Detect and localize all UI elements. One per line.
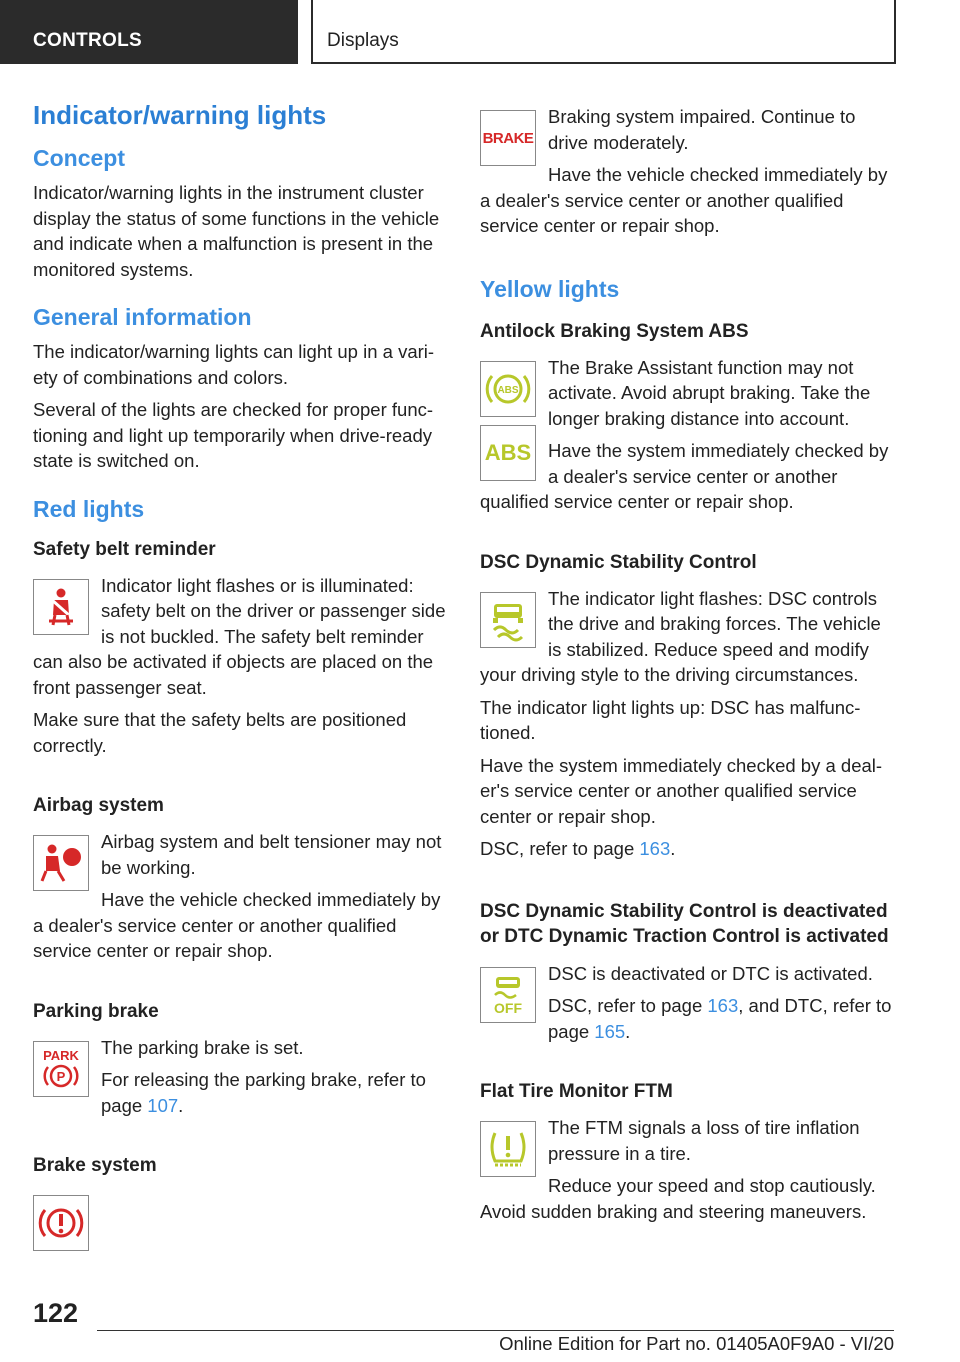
- svg-text:ABS: ABS: [497, 384, 519, 396]
- dsc-text-3: Have the system immediately checked by a dealer's service center or another qualified service center or repair shop.: [480, 754, 883, 827]
- seatbelt-warning-icon: [33, 579, 89, 635]
- brake-system-icon-entry: [33, 1189, 448, 1257]
- parking-brake-title: Parking brake: [33, 1000, 159, 1022]
- dsc-text-4: DSC, refer to page 163.: [480, 838, 676, 859]
- abs-icon-label: ABS: [484, 439, 532, 465]
- concept-text: Indicator/warning lights in the instrument cluster display the status of some functions in the vehicle and indicate when a malfunction is present in the monitored systems.: [33, 182, 440, 280]
- abs-circle-icon: [480, 361, 536, 417]
- header-section-tab: [0, 0, 298, 64]
- seatbelt-text-1: Indicator light flashes or is illuminated: safety belt on the driver or passenger side is not buckled. The safety belt reminder can also be activated if objects are placed on the front passenger seat.: [33, 574, 446, 698]
- concept-section: [33, 145, 448, 282]
- page-163-link-2[interactable]: 163: [707, 995, 739, 1016]
- airbag-text-2: Have the vehicle checked immediately by a dealer's service center or another qualified service center or repair shop.: [33, 889, 441, 961]
- airbag-warning-icon: [33, 835, 89, 891]
- airbag-entry: [33, 829, 448, 971]
- abs-entry: [480, 355, 895, 522]
- brake-system-entry: [480, 104, 895, 246]
- parking-brake-text-2: For releasing the parking brake, refer to page 107.: [101, 1069, 426, 1116]
- page-title: Indicator/warning lights: [33, 100, 327, 130]
- dsc-off-title: DSC Dynamic Stability Control is deactivated or DTC Dynamic Traction Control is activated: [480, 900, 889, 947]
- ftm-text-1: The FTM signals a loss of tire inflation pressure in a tire.: [548, 1117, 860, 1164]
- tire-pressure-icon: [480, 1121, 536, 1177]
- left-column: [33, 100, 448, 1257]
- dsc-off-icon: [480, 967, 536, 1023]
- brake-text-icon: [480, 110, 536, 166]
- airbag-title: Airbag system: [33, 795, 164, 816]
- park-brake-icon: [33, 1041, 89, 1097]
- page-107-link[interactable]: 107: [147, 1094, 179, 1116]
- footer-edition: Online Edition for Part no. 01405A0F9A0 - VI/20: [499, 1333, 894, 1354]
- airbag-text-1: Airbag system and belt tensioner may not be working.: [101, 831, 442, 878]
- seatbelt-title: Safety belt reminder: [33, 538, 216, 560]
- dsc-off-entry: [480, 961, 895, 1052]
- brake-exclamation-icon: [33, 1195, 89, 1251]
- ftm-text-2: Reduce your speed and stop cautiously. Avoid sudden braking and steering maneuvers.: [480, 1175, 876, 1222]
- dsc-skid-icon: [480, 592, 536, 648]
- seatbelt-text-2: Make sure that the safety belts are positioned correctly.: [33, 709, 407, 756]
- park-icon-label: PARK: [43, 1047, 79, 1063]
- abs-text-2: Have the system immediately checked by a dealer's service center or another qualified service center or repair shop.: [480, 440, 889, 512]
- dsc-text-2: The indicator light lights up: DSC has malfunctioned.: [480, 696, 861, 743]
- page-number: 122: [33, 1298, 79, 1328]
- brake-system-text-1: Braking system impaired. Continue to drive moderately.: [548, 106, 856, 153]
- header-chapter-label: Displays: [327, 30, 399, 51]
- abs-icon-stack: [480, 355, 536, 489]
- ftm-title: Flat Tire Monitor FTM: [480, 1081, 673, 1102]
- brake-system-text-2: Have the vehicle checked immediately by a dealer's service center or another qualified service center or repair shop.: [480, 164, 888, 236]
- footer-divider: [97, 1330, 894, 1331]
- parking-brake-entry: [33, 1035, 448, 1126]
- concept-heading: Concept: [33, 145, 125, 171]
- abs-text-1: The Brake Assistant function may not activate. Avoid abrupt braking. Take the longer braking distance into account.: [548, 356, 871, 429]
- yellow-lights-heading: Yellow lights: [480, 275, 620, 302]
- seatbelt-entry: [33, 573, 448, 766]
- page-163-link[interactable]: 163: [639, 838, 671, 859]
- header-section-label: CONTROLS: [33, 30, 143, 51]
- general-section: [33, 304, 448, 474]
- dsc-off-text-2: DSC, refer to page 163, and DTC, refer to page 165.: [548, 995, 892, 1042]
- general-text-1: The indicator/warning lights can light up in a variety of combinations and colors.: [33, 341, 435, 388]
- abs-title: Antilock Braking System ABS: [480, 320, 749, 342]
- ftm-entry: [480, 1115, 895, 1231]
- general-text-2: Several of the lights are checked for proper functioning and light up temporarily when drive-ready state is switched on.: [33, 399, 434, 471]
- right-column: [480, 104, 895, 1231]
- svg-text:P: P: [56, 1068, 66, 1084]
- red-lights-heading: Red lights: [33, 495, 145, 522]
- page-165-link[interactable]: 165: [594, 1020, 626, 1042]
- abs-text-icon: [480, 425, 536, 481]
- dsc-title: DSC Dynamic Stability Control: [480, 551, 757, 573]
- header-chapter-tab: [311, 0, 896, 64]
- general-heading: General information: [33, 304, 252, 330]
- dsc-text-1: The indicator light flashes: DSC controls the drive and braking forces. The vehicle is stabilized. Reduce speed and modify your driving style to the driving circumstances.: [480, 587, 881, 685]
- dsc-off-text-1: DSC is deactivated or DTC is activated.: [548, 962, 873, 984]
- brake-icon-label: BRAKE: [482, 129, 534, 147]
- dsc-entry: [480, 586, 895, 869]
- brake-system-title: Brake system: [33, 1155, 157, 1176]
- parking-brake-text-1: The parking brake is set.: [101, 1036, 304, 1058]
- dsc-off-icon-label: OFF: [494, 999, 522, 1016]
